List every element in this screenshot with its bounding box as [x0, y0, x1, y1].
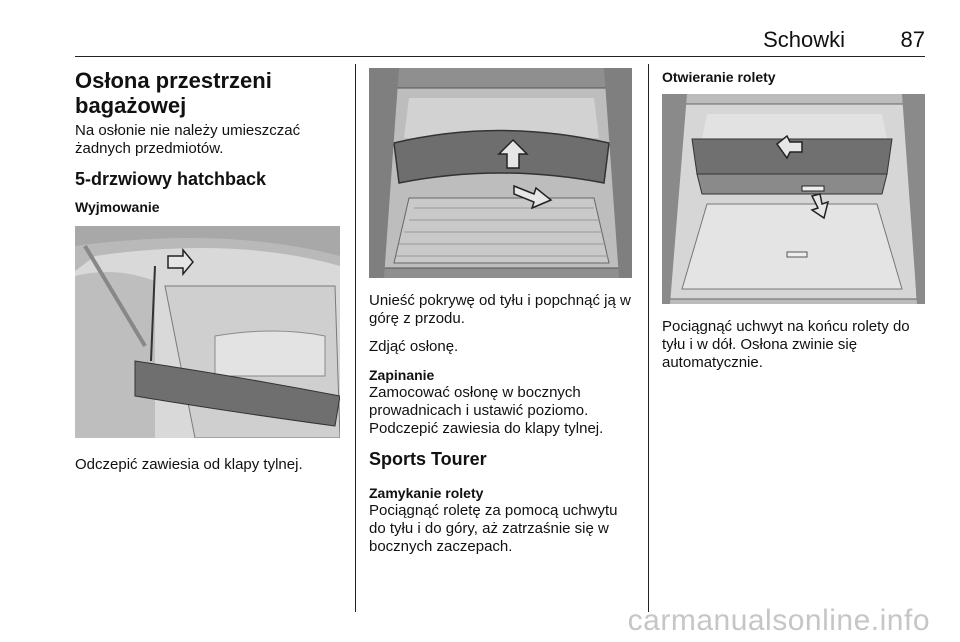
opening-heading: Otwieranie rolety [662, 69, 776, 85]
installing-heading: Zapinanie [369, 367, 435, 383]
lift-instruction: Unieść pokrywę od tyłu i popchnąć ją w górę z przodu. [369, 292, 631, 327]
sports-tourer-heading: Sports Tourer [369, 449, 487, 469]
column-3 [662, 68, 927, 382]
installing-text: Zamocować osłonę w bocznych prowadnicach i ustawić poziomo. Podczepić zawiesia do klapy tylnej. [369, 384, 604, 437]
hatchback-heading: 5-drzwiowy hatchback [75, 169, 267, 189]
closing-text: Pociągnąć roletę za pomocą uchwytu do tyłu i do góry, aż zatrzaśnie się w bocznych zaczepach. [369, 502, 618, 555]
cover-warning: Na osłonie nie należy umieszczać żadnych przedmiotów. [75, 122, 301, 157]
roller-blind-illustration [662, 94, 925, 304]
column-divider-2 [648, 64, 649, 612]
column-2 [369, 68, 634, 566]
page-header [75, 28, 925, 52]
closing-heading: Zamykanie rolety [369, 485, 484, 501]
watermark: carmanualsonline.info [627, 604, 930, 637]
hatchback-tailgate-illustration [75, 226, 340, 438]
column-1 [75, 68, 340, 484]
figure-caption-1: Odczepić zawiesia od klapy tylnej. [75, 456, 303, 473]
page-number: 87 [900, 27, 925, 52]
cover-title: Osłona przestrzeni bagażowej [75, 68, 272, 118]
remove-instruction: Zdjąć osłonę. [369, 338, 459, 355]
removal-heading: Wyjmowanie [75, 199, 160, 215]
column-divider-1 [355, 64, 356, 612]
header-rule [75, 56, 925, 57]
cargo-cover-removal-illustration [369, 68, 632, 278]
section-title: Schowki [763, 27, 845, 52]
opening-text: Pociągnąć uchwyt na końcu rolety do tyłu i w dół. Osłona zwinie się automatycznie. [662, 318, 910, 371]
